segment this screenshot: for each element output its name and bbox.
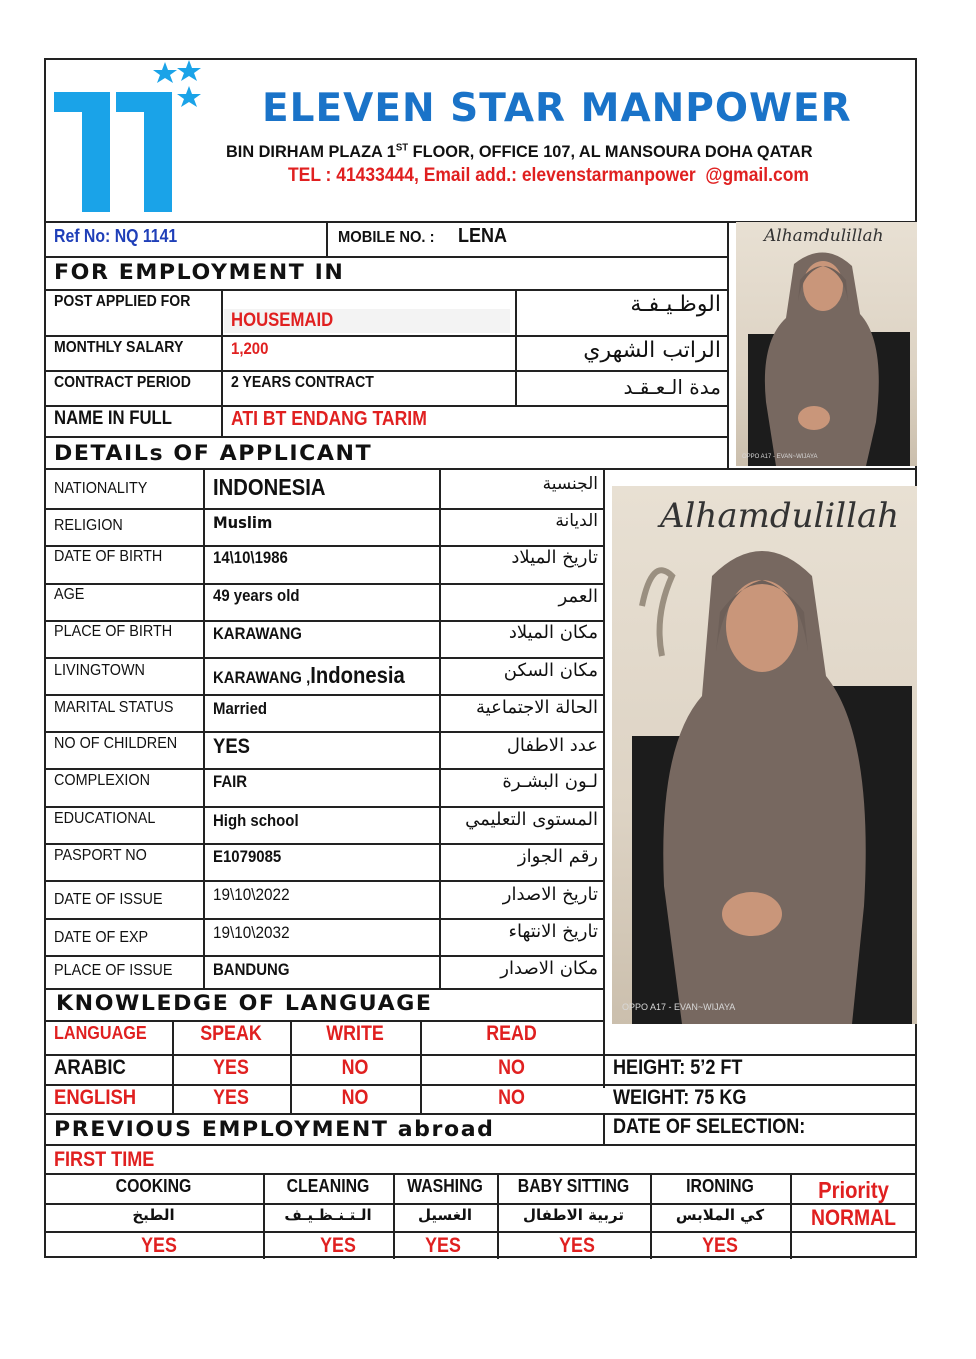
- detail-arabic-dob: تاريخ الميلاد: [511, 547, 598, 568]
- photo-caption-large: Alhamdulillah: [660, 496, 900, 536]
- skill-washing-label: WASHING: [407, 1176, 483, 1196]
- company-contact: TEL : 41433444, Email add.: elevenstarmanpower @gmail.com: [288, 165, 809, 186]
- detail-label-marital-status: MARITAL STATUS: [54, 699, 174, 716]
- lang-header-speak: SPEAK: [200, 1022, 262, 1045]
- full-name-value: ATI BT ENDANG TARIM: [231, 408, 427, 430]
- detail-value-livingtown: KARAWANG ,Indonesia: [213, 662, 405, 688]
- priority-label: Priority: [818, 1177, 889, 1203]
- employment-section-title: FOR EMPLOYMENT IN: [54, 260, 345, 284]
- skill-cooking-label: COOKING: [115, 1176, 192, 1196]
- detail-value-date-of-issue: 19\10\2022: [213, 885, 290, 904]
- applicant-photo-large: [612, 486, 917, 1024]
- detail-value-complexion: FAIR: [213, 772, 248, 791]
- lang-row-arabic-speak: YES: [213, 1056, 249, 1079]
- monthly-salary-label: MONTHLY SALARY: [54, 339, 184, 356]
- detail-value-passport: E1079085: [213, 847, 282, 866]
- detail-arabic-age: العمر: [558, 586, 598, 607]
- photo-caption-small: Alhamdulillah: [764, 226, 884, 246]
- priority-value: NORMAL: [811, 1205, 896, 1230]
- full-name-label: NAME IN FULL: [54, 408, 172, 429]
- lang-row-english-write: NO: [341, 1086, 369, 1109]
- detail-arabic-livingtown: مكان السكن: [503, 660, 598, 681]
- detail-value-date-of-exp: 19\10\2032: [213, 923, 290, 942]
- lang-row-arabic-read: NO: [498, 1056, 525, 1079]
- detail-label-education: EDUCATIONAL: [54, 810, 156, 827]
- detail-label-passport: PASPORT NO: [54, 847, 147, 864]
- post-applied-value: HOUSEMAID: [231, 310, 334, 331]
- previous-employment-value: FIRST TIME: [54, 1148, 155, 1171]
- detail-value-nationality: INDONESIA: [213, 474, 326, 500]
- height-value: HEIGHT: 5’2 FT: [613, 1056, 743, 1079]
- lang-row-arabic-write: NO: [341, 1056, 369, 1079]
- ref-number: Ref No: NQ 1141: [54, 226, 178, 246]
- detail-value-place-of-issue: BANDUNG: [213, 960, 290, 979]
- post-applied-label: POST APPLIED FOR: [54, 293, 191, 310]
- monthly-salary-value: 1,200: [231, 339, 269, 358]
- lang-row-english-speak: YES: [213, 1086, 249, 1109]
- detail-arabic-religion: الديانة: [555, 511, 598, 531]
- detail-arabic-place-of-issue: مكان الاصدار: [500, 958, 598, 979]
- applicant-photo-small: [736, 222, 917, 466]
- detail-arabic-place-of-birth: مكان الميلاد: [508, 622, 598, 643]
- weight-value: WEIGHT: 75 KG: [613, 1086, 747, 1109]
- previous-employment-title: PREVIOUS EMPLOYMENT abroad: [54, 1117, 495, 1141]
- skill-washing-arabic: الغسيل: [417, 1206, 473, 1224]
- detail-label-children: NO OF CHILDREN: [54, 735, 178, 752]
- skill-baby-sitting-value: YES: [559, 1234, 595, 1257]
- skill-ironing-arabic: كي الملابس: [675, 1206, 765, 1224]
- detail-arabic-children: عدد الاطفال: [506, 735, 598, 756]
- details-section-title: DETAILs OF APPLICANT: [54, 441, 373, 465]
- lang-header-read: READ: [486, 1022, 537, 1045]
- detail-label-nationality: NATIONALITY: [54, 480, 148, 497]
- lang-header-write: WRITE: [326, 1022, 384, 1045]
- detail-value-dob: 14\10\1986: [213, 548, 288, 567]
- skill-cleaning-value: YES: [320, 1234, 356, 1257]
- lang-row-arabic-name: ARABIC: [54, 1056, 126, 1079]
- company-address: BIN DIRHAM PLAZA 1ST FLOOR, OFFICE 107, AL MANSOURA DOHA QATAR: [226, 142, 813, 161]
- detail-value-livingtown-country: Indonesia: [310, 662, 405, 688]
- detail-value-religion: Muslim: [213, 513, 273, 532]
- detail-label-complexion: COMPLEXION: [54, 772, 151, 789]
- detail-label-date-of-exp: DATE OF EXP: [54, 929, 149, 946]
- contract-period-label: CONTRACT PERIOD: [54, 374, 191, 391]
- detail-label-place-of-birth: PLACE OF BIRTH: [54, 623, 173, 640]
- photo-watermark-large: OPPO A17 - EVAN~WIJAYA: [622, 1002, 736, 1012]
- photo-watermark-small: OPPO A17 - EVAN~WIJAYA: [742, 454, 818, 460]
- detail-value-age: 49 years old: [213, 586, 300, 605]
- detail-value-education: High school: [213, 811, 299, 830]
- detail-arabic-education: المستوى التعليمي: [465, 809, 598, 830]
- monthly-salary-arabic: الراتب الشهري: [583, 338, 721, 363]
- detail-label-livingtown: LIVINGTOWN: [54, 662, 145, 679]
- lang-row-english-name: ENGLISH: [54, 1086, 137, 1109]
- skill-cooking-arabic: الطبخ: [132, 1206, 175, 1224]
- detail-arabic-date-of-exp: تاريخ الانتهاء: [508, 921, 598, 942]
- detail-label-age: AGE: [54, 586, 85, 603]
- detail-value-place-of-birth: KARAWANG: [213, 624, 302, 643]
- skill-washing-value: YES: [425, 1234, 461, 1257]
- detail-label-date-of-issue: DATE OF ISSUE: [54, 891, 163, 908]
- detail-arabic-marital-status: الحالة الاجتماعية: [476, 697, 598, 718]
- post-applied-arabic: الوظـيـفـة: [630, 292, 721, 317]
- skill-cleaning-arabic: الـتـنـظـيـف: [284, 1206, 372, 1224]
- skill-ironing-value: YES: [702, 1234, 738, 1257]
- contract-period-arabic: مدة الـعـقـد: [623, 375, 721, 399]
- detail-arabic-nationality: الجنسية: [542, 474, 598, 494]
- date-of-selection-label: DATE OF SELECTION:: [613, 1115, 806, 1138]
- detail-value-marital-status: Married: [213, 699, 268, 718]
- skill-baby-sitting-label: BABY SITTING: [517, 1176, 630, 1196]
- detail-label-place-of-issue: PLACE OF ISSUE: [54, 962, 173, 979]
- contract-period-value: 2 YEARS CONTRACT: [231, 374, 374, 391]
- skill-baby-sitting-arabic: تربية الاطفال: [523, 1206, 624, 1224]
- skill-cleaning-label: CLEANING: [286, 1176, 370, 1196]
- detail-label-dob: DATE OF BIRTH: [54, 548, 163, 565]
- detail-label-religion: RELIGION: [54, 517, 123, 534]
- language-section-title: KNOWLEDGE OF LANGUAGE: [56, 991, 433, 1015]
- lang-row-english-read: NO: [498, 1086, 525, 1109]
- lang-header-language: LANGUAGE: [54, 1023, 147, 1043]
- skill-cooking-value: YES: [141, 1234, 177, 1257]
- company-name: ELEVEN STAR MANPOWER: [262, 86, 852, 131]
- detail-arabic-date-of-issue: تاريخ الاصدار: [502, 884, 598, 905]
- mobile-value: LENA: [458, 225, 508, 247]
- skill-ironing-label: IRONING: [686, 1176, 754, 1196]
- detail-value-children: YES: [213, 735, 250, 758]
- detail-arabic-passport: رقم الجواز: [517, 846, 598, 867]
- detail-arabic-complexion: لـون البشـرة: [502, 771, 598, 792]
- mobile-label: MOBILE NO. :: [338, 229, 435, 246]
